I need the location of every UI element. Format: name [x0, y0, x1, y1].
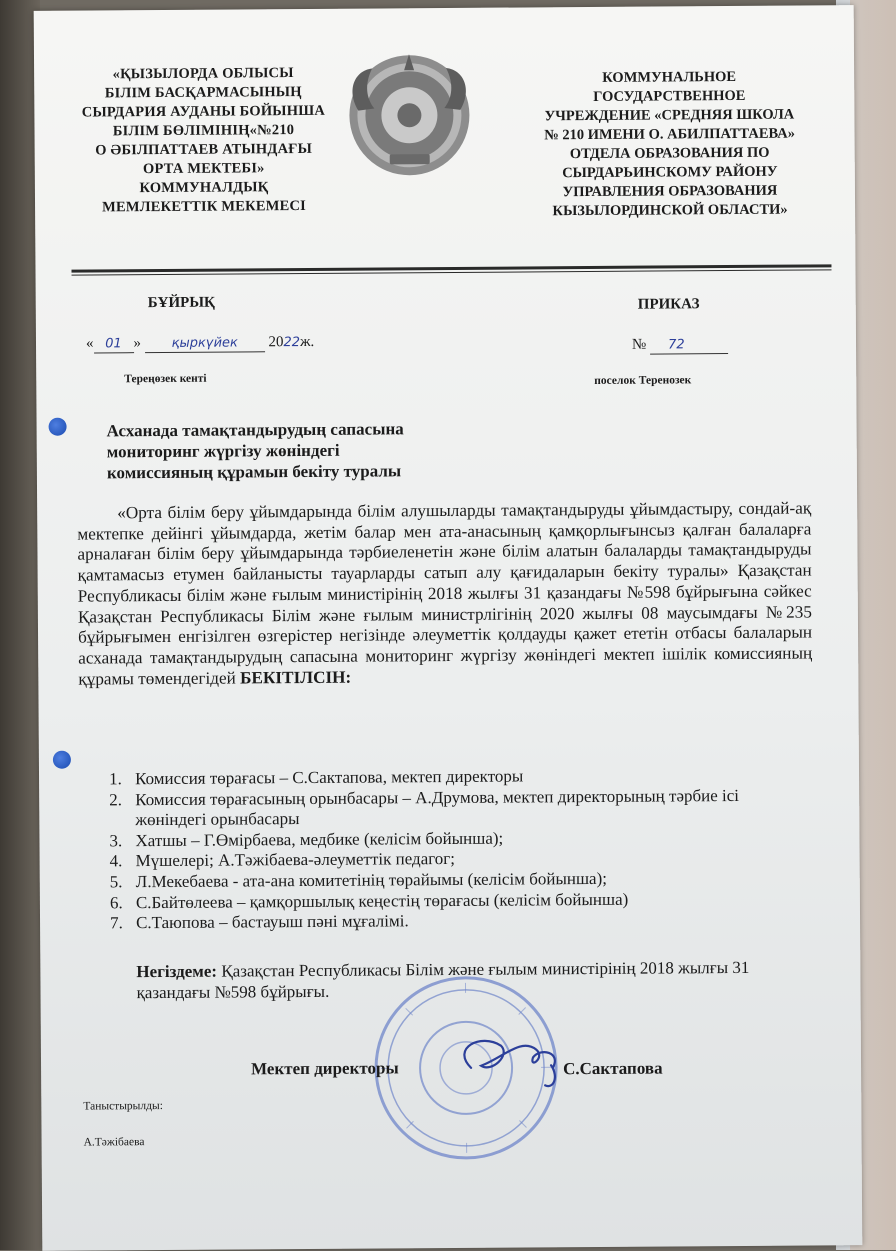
- header-ru-line: УПРАВЛЕНИЯ ОБРАЗОВАНИЯ: [505, 181, 835, 202]
- title-line: мониторинг жүргізу жөніндегі: [107, 439, 404, 462]
- list-text: Мүшелері; А.Тәжібаева-әлеуметтік педагог;: [136, 849, 455, 870]
- list-number: 4.: [110, 852, 123, 873]
- place-ru: поселок Теренозек: [594, 374, 691, 387]
- basis-text: Қазақстан Республикасы Білім және ғылым министірінің 2018 жылғы 31 қазандағы №598 бұйрығы.: [136, 958, 749, 1002]
- date-year: 22: [283, 335, 300, 350]
- header-kz-line: МЕМЛЕКЕТТІК МЕКЕМЕСІ: [35, 197, 373, 218]
- list-item: [109, 785, 809, 831]
- date-suffix: ж.: [300, 334, 314, 350]
- list-text: С.Байтөлеева – қамқоршылық кеңестің төрағасы (келісім бойынша): [136, 889, 629, 911]
- number-value: 72: [668, 337, 685, 352]
- date-quote-close: »: [133, 335, 141, 351]
- document-sheet: [34, 5, 863, 1251]
- date-month: қыркүйек: [172, 335, 238, 350]
- date-year-prefix: 20: [268, 334, 283, 350]
- list-number: 3.: [109, 831, 122, 852]
- list-number: 2.: [109, 790, 122, 811]
- approve-word: БЕКІТІЛСІН:: [240, 667, 351, 687]
- list-text: Л.Мекебаева - ата-ана комитетінің төрайымы (келісім бойынша);: [136, 869, 607, 891]
- list-text: Комиссия төрағасының орынбасары – А.Друмова, мектеп директорының тәрбие ісі жөніндегі орынбасары: [135, 786, 739, 830]
- list-number: 1.: [109, 769, 122, 790]
- state-emblem-icon: [344, 50, 475, 181]
- number-sign: №: [632, 337, 646, 353]
- header-ru-line: ОТДЕЛА ОБРАЗОВАНИЯ ПО: [505, 143, 835, 164]
- date-day: 01: [105, 336, 122, 351]
- header-kz-line: БІЛІМ БӨЛІМІНІҢ«№210: [34, 121, 372, 142]
- header-kz-line: О ӘБІЛПАТТАЕВ АТЫНДАҒЫ: [35, 140, 373, 161]
- basis-label: Негіздеме:: [136, 962, 217, 982]
- header-kz-line: БІЛІМ БАСҚАРМАСЫНЫҢ: [34, 83, 372, 104]
- header-kz-line: КОММУНАЛДЫҚ: [35, 178, 373, 199]
- acknowledgement-label: Таныстырылды:: [83, 1100, 163, 1113]
- members-list: [109, 764, 810, 934]
- order-word-ru: ПРИКАЗ: [638, 296, 700, 313]
- handwritten-signature-icon: [441, 1027, 581, 1098]
- header-kazakh: [34, 64, 373, 218]
- list-text: Комиссия төрағасы – С.Сактапова, мектеп директоры: [135, 766, 523, 788]
- header-ru-line: КОММУНАЛЬНОЕ: [504, 67, 834, 88]
- header-ru-line: № 210 ИМЕНИ О. АБИЛПАТТАЕВА»: [505, 124, 835, 145]
- list-item: [110, 909, 810, 934]
- marker-dot-icon: [53, 751, 71, 769]
- title-line: Асханада тамақтандырудың сапасына: [107, 418, 404, 441]
- list-text: Хатшы – Г.Өмірбаева, медбике (келісім бойынша);: [135, 828, 503, 850]
- order-date: [86, 334, 314, 354]
- marker-dot-icon: [49, 418, 67, 436]
- header-kz-line: «ҚЫЗЫЛОРДА ОБЛЫСЫ: [34, 64, 372, 85]
- place-kz: Тереңөзек кенті: [124, 373, 206, 386]
- order-title: [107, 418, 405, 483]
- order-number: [632, 336, 728, 355]
- list-number: 5.: [110, 872, 123, 893]
- signature-name: С.Сактапова: [563, 1059, 663, 1080]
- list-text: С.Таюпова – бастауыш пәні мұғалімі.: [136, 911, 409, 932]
- header-ru-line: УЧРЕЖДЕНИЕ «СРЕДНЯЯ ШКОЛА: [504, 105, 834, 126]
- body-text: «Орта білім беру ұйымдарында білім алушыларды тамақтандыруды ұйымдастыру, сондай-ақ мектепке дейінгі ұйымдарда, жетім балар мен ата-анасының қамқорлығынсыз қалған балаларға арналаған білім беру ұйымдарында тәрбиеленетін және білім алатын балаларды тамақтандыруды қамтамасыз етумен байланысты тауарларды сатып алу қағидаларын бекіту туралы» Қазақстан Республикасы білім және ғылым министірінің 2018 жылғы 31 қазандағы №598 бұйрығына сәйкес Қазақстан Республикасы Білім және ғылым министрлігінің 2020 жылғы 08 маусымдағы №235 бұйрығымен енгізілген өзгерістер негізінде әлеуметтік қолдауды қажет ететін отбасы балаларын асханада тамақтандырудың сапасына мониторинг жүргізу жөніндегі мектеп ішілік комиссияның құрамы төмендегідей: [77, 498, 812, 688]
- order-word-kz: БҰЙРЫҚ: [148, 295, 215, 312]
- order-body: [77, 498, 812, 689]
- date-quote-open: «: [86, 335, 94, 351]
- header-kz-line: ОРТА МЕКТЕБІ»: [35, 159, 373, 180]
- header-ru-line: ГОСУДАРСТВЕННОЕ: [504, 86, 834, 107]
- list-number: 6.: [110, 893, 123, 914]
- header-ru-line: СЫРДАРЬИНСКОМУ РАЙОНУ: [505, 162, 835, 183]
- acknowledgement-name: А.Тәжібаева: [84, 1136, 145, 1148]
- list-number: 7.: [110, 913, 123, 934]
- signature-label: Мектеп директоры: [251, 1058, 399, 1079]
- header-kz-line: СЫРДАРИЯ АУДАНЫ БОЙЫНША: [34, 102, 372, 123]
- header-russian: [504, 67, 835, 221]
- header-ru-line: КЫЗЫЛОРДИНСКОЙ ОБЛАСТИ»: [505, 200, 835, 221]
- title-line: комиссияның құрамын бекіту туралы: [107, 460, 404, 483]
